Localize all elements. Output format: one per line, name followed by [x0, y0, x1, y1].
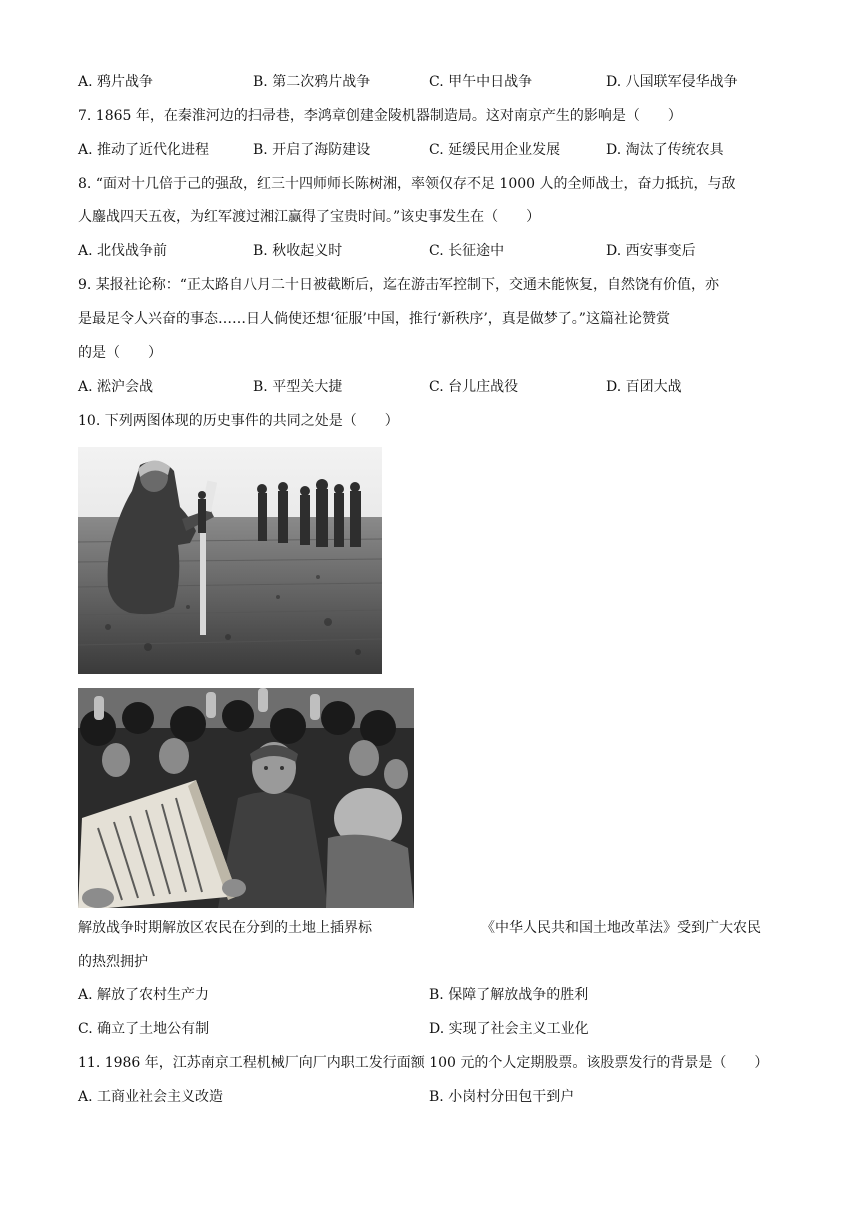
q9-stem-line2: 是最足令人兴奋的事态……日人倘使还想‘征服’中国，推行‘新秩序’，真是做梦了。”这篇社论赞赏: [78, 311, 670, 327]
q6-option-c: C. 甲午中日战争: [429, 74, 533, 90]
q10-option-d: D. 实现了社会主义工业化: [429, 1021, 589, 1037]
q9-stem-line1: 9. 某报社论称：“正太路自八月二十日被截断后，迄在游击军控制下，交通未能恢复，自然饶有价值，亦: [78, 277, 719, 293]
q8-stem-line1: 8. “面对十几倍于己的强敌，红三十四师师长陈树湘，率领仅存不足 1000 人的全师战士，奋力抵抗，与敌: [78, 176, 736, 192]
q7-option-b: B. 开启了海防建设: [253, 142, 371, 158]
q9-option-c: C. 台儿庄战役: [429, 379, 519, 395]
q7-option-d: D. 淘汰了传统农具: [606, 142, 724, 158]
q11-stem: 11. 1986 年，江苏南京工程机械厂向厂内职工发行面额 100 元的个人定期股票。该股票发行的背景是（ ）: [78, 1055, 769, 1071]
q10-option-a: A. 解放了农村生产力: [78, 987, 210, 1003]
q9-option-b: B. 平型关大捷: [253, 379, 343, 395]
q11-option-a: A. 工商业社会主义改造: [78, 1089, 224, 1105]
q8-option-d: D. 西安事变后: [606, 243, 696, 259]
q9-stem-line3: 的是（ ）: [78, 345, 162, 361]
q6-option-a: A. 鸦片战争: [78, 74, 154, 90]
q11-option-b: B. 小岗村分田包干到户: [429, 1089, 575, 1105]
q9-option-a: A. 淞沪会战: [78, 379, 154, 395]
q8-option-c: C. 长征途中: [429, 243, 505, 259]
q7-option-c: C. 延缓民用企业发展: [429, 142, 561, 158]
q6-option-d: D. 八国联军侵华战争: [606, 74, 738, 90]
q10-stem: 10. 下列两图体现的历史事件的共同之处是（ ）: [78, 413, 399, 429]
q10-option-c: C. 确立了土地公有制: [78, 1021, 210, 1037]
q8-stem-line2: 人鏖战四天五夜，为红军渡过湘江赢得了宝贵时间。”该史事发生在（ ）: [78, 209, 541, 225]
q7-stem: 7. 1865 年，在秦淮河边的扫帚巷，李鸿章创建金陵机器制造局。这对南京产生的影响是（ ）: [78, 108, 682, 124]
q8-option-b: B. 秋收起义时: [253, 243, 343, 259]
photo-land-reform-law: [78, 688, 414, 908]
q7-option-a: A. 推动了近代化进程: [78, 142, 210, 158]
photo-boundary-marker: [78, 447, 382, 674]
q8-option-a: A. 北伐战争前: [78, 243, 168, 259]
q10-caption-right: 《中华人民共和国土地改革法》受到广大农民: [481, 920, 761, 936]
q10-caption-left: 解放战争时期解放区农民在分到的土地上插界标: [78, 920, 372, 936]
q10-option-b: B. 保障了解放战争的胜利: [429, 987, 589, 1003]
q9-option-d: D. 百团大战: [606, 379, 682, 395]
q10-caption-cont: 的热烈拥护: [78, 954, 148, 970]
q6-option-b: B. 第二次鸦片战争: [253, 74, 371, 90]
